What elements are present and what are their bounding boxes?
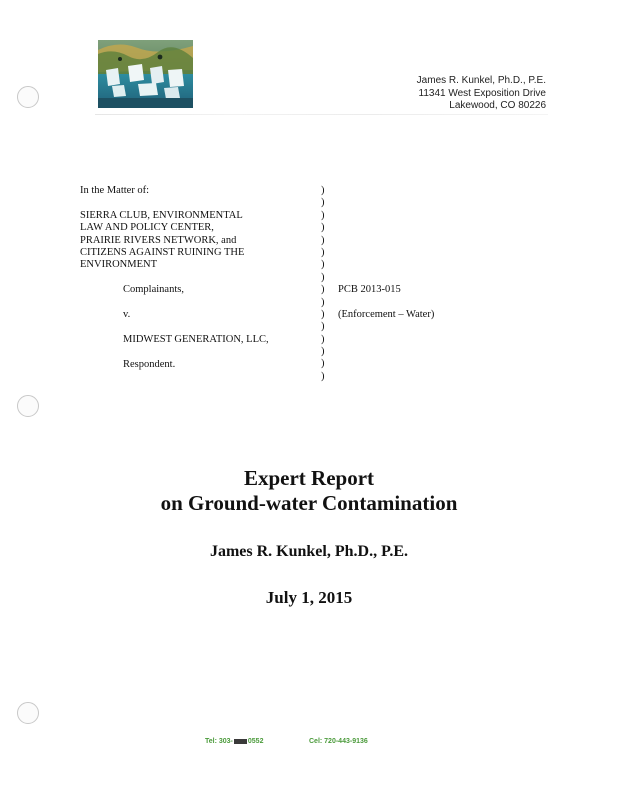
respondent-name: MIDWEST GENERATION, LLC,	[123, 333, 269, 345]
letterhead-address-line1: 11341 West Exposition Drive	[418, 87, 546, 99]
footer-cellphone: Cel: 720-443-9136	[309, 738, 368, 745]
caption-paren: )	[321, 284, 325, 296]
waterfall-logo	[98, 40, 193, 108]
complainant-line: PRAIRIE RIVERS NETWORK, and	[80, 234, 237, 246]
versus-label: v.	[123, 309, 131, 321]
footer-telephone	[205, 738, 263, 745]
complainant-line: CITIZENS AGAINST RUINING THE	[80, 247, 245, 259]
caption-paren: )	[321, 370, 325, 382]
report-date: July 1, 2015	[265, 588, 353, 607]
complainants-label: Complainants,	[123, 284, 184, 296]
caption-paren: )	[321, 321, 325, 333]
caption-paren: )	[321, 308, 325, 320]
caption-paren: )	[321, 333, 325, 345]
caption-paren: )	[321, 209, 325, 221]
footer-tel-suffix: 0552	[247, 738, 264, 745]
letterhead-address-line2: Lakewood, CO 80226	[449, 100, 546, 111]
binder-hole	[17, 86, 39, 108]
binder-hole	[17, 702, 39, 724]
report-author: James R. Kunkel, Ph.D., P.E.	[209, 543, 409, 560]
case-number: PCB 2013-015	[338, 284, 401, 296]
caption-paren: )	[321, 259, 325, 271]
respondent-label: Respondent.	[123, 358, 176, 370]
caption-paren: )	[321, 197, 325, 209]
caption-parties	[80, 185, 320, 371]
complainant-line: ENVIRONMENT	[80, 259, 157, 271]
caption-paren: )	[321, 358, 325, 370]
report-title-line2: on Ground-water Contamination	[160, 491, 458, 515]
caption-paren: )	[321, 222, 325, 234]
report-title-line1: Expert Report	[243, 466, 375, 490]
complainant-line: SIERRA CLUB, ENVIRONMENTAL	[80, 209, 243, 221]
footer-tel-prefix: Tel: 303-	[205, 738, 233, 745]
caption-paren: )	[321, 346, 325, 358]
case-type: (Enforcement – Water)	[338, 309, 435, 320]
matter-label: In the Matter of:	[80, 185, 150, 196]
waterfall-logo-image	[98, 40, 193, 108]
caption-paren: )	[321, 185, 325, 196]
letterhead-name: James R. Kunkel, Ph.D., P.E.	[416, 75, 546, 86]
letterhead	[417, 75, 546, 113]
caption-paren: )	[321, 296, 325, 308]
caption-parentheses	[321, 185, 331, 383]
binder-hole	[17, 395, 39, 417]
complainant-line: LAW AND POLICY CENTER,	[80, 222, 214, 234]
caption-paren: )	[321, 271, 325, 283]
redaction-mark	[234, 739, 247, 744]
caption-paren: )	[321, 234, 325, 246]
caption-paren: )	[321, 246, 325, 258]
header-divider	[95, 114, 548, 115]
